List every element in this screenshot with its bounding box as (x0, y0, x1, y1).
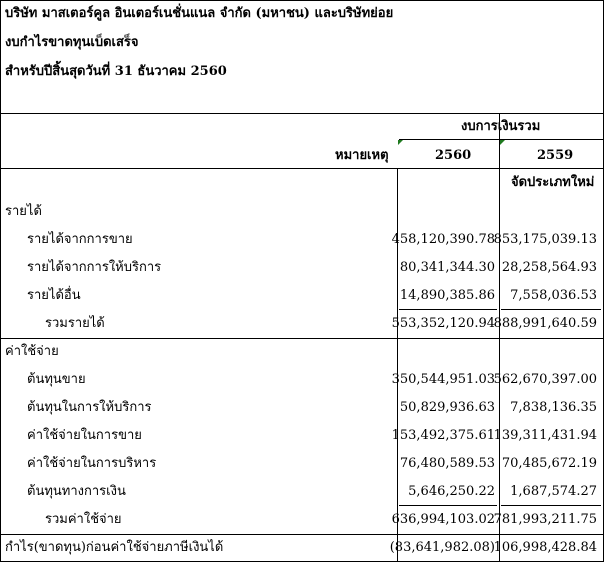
revenue-total-row (1, 314, 603, 334)
subtotal-underline (501, 505, 601, 506)
expenses-heading: ค่าใช้จ่าย (5, 344, 59, 359)
column-group-header: งบการเงินรวม (461, 119, 541, 134)
company-name: บริษัท มาสเตอร์คูล อินเตอร์เนชั่นแนล จำกัด (มหาชน) และบริษัทย่อย (5, 6, 394, 21)
profit-2559: 106,998,428.84 (493, 540, 597, 555)
year-2560-header: 2560 (435, 148, 472, 163)
revenue-total-2559: 888,991,640.59 (493, 316, 597, 331)
value-2559: 853,175,039.13 (493, 232, 597, 247)
line-item-label: รายได้อื่น (27, 288, 81, 303)
section-divider (1, 338, 603, 339)
table-row (1, 230, 603, 250)
section-divider (1, 534, 603, 535)
value-2559: 7,838,136.35 (510, 400, 597, 415)
cell-comment-marker (398, 140, 403, 145)
column-header-divider (1, 168, 603, 169)
year-2559-header: 2559 (537, 148, 574, 163)
value-2559: 1,687,574.27 (510, 484, 597, 499)
value-2560: 76,480,589.53 (399, 456, 495, 471)
expenses-total-2560: 636,994,103.02 (391, 512, 495, 527)
value-2560: 350,544,951.03 (391, 372, 495, 387)
note-column-header: หมายเหตุ (335, 148, 389, 163)
value-2559: 7,558,036.53 (510, 288, 597, 303)
expenses-heading-row (1, 342, 603, 362)
line-item-label: ค่าใช้จ่ายในการขาย (27, 428, 142, 443)
subtotal-underline (399, 309, 497, 310)
subtotal-underline (399, 505, 497, 506)
expenses-total-label: รวมค่าใช้จ่าย (45, 512, 122, 527)
revenue-heading-row (1, 202, 603, 222)
value-2559: 70,485,672.19 (501, 456, 597, 471)
line-item-label: ค่าใช้จ่ายในการบริหาร (27, 456, 157, 471)
value-2560: 5,646,250.22 (408, 484, 495, 499)
reclass-label: จัดประเภทใหม่ (511, 175, 595, 190)
statement-period: สำหรับปีสิ้นสุดวันที่ 31 ธันวาคม 2560 (5, 64, 227, 79)
column-group-row (1, 117, 603, 137)
value-2560: 50,829,936.63 (399, 400, 495, 415)
expenses-total-2559: 781,993,211.75 (493, 512, 597, 527)
table-row (1, 398, 603, 418)
profit-row (1, 538, 603, 558)
reclass-row (1, 173, 603, 193)
cell-comment-marker (500, 140, 505, 145)
line-item-label: ต้นทุนขาย (27, 372, 86, 387)
value-2559: 562,670,397.00 (493, 372, 597, 387)
value-2559: 28,258,564.93 (501, 260, 597, 275)
line-item-label: ต้นทุนทางการเงิน (27, 484, 126, 499)
statement-title: งบกำไรขาดทุนเบ็ดเสร็จ (5, 35, 139, 50)
column-separator (499, 114, 500, 561)
column-separator (397, 169, 398, 561)
value-2560: 153,492,375.61 (391, 428, 495, 443)
revenue-total-label: รวมรายได้ (45, 316, 105, 331)
table-row (1, 258, 603, 278)
expenses-total-row (1, 510, 603, 530)
value-2560: 458,120,390.78 (391, 232, 495, 247)
revenue-total-2560: 553,352,120.94 (391, 316, 495, 331)
value-2559: 139,311,431.94 (493, 428, 597, 443)
value-2560: 80,341,344.30 (399, 260, 495, 275)
line-item-label: ต้นทุนในการให้บริการ (27, 400, 152, 415)
table-row (1, 454, 603, 474)
column-header-row (1, 146, 603, 166)
table-row (1, 426, 603, 446)
line-item-label: รายได้จากการให้บริการ (27, 260, 162, 275)
table-row (1, 482, 603, 502)
profit-2560: (83,641,982.08) (389, 540, 495, 555)
subtotal-underline (501, 309, 601, 310)
table-row (1, 286, 603, 306)
revenue-heading: รายได้ (5, 204, 42, 219)
header-divider (1, 113, 603, 114)
table-row (1, 370, 603, 390)
value-2560: 14,890,385.86 (399, 288, 495, 303)
line-item-label: รายได้จากการขาย (27, 232, 133, 247)
profit-label: กำไร(ขาดทุน)ก่อนค่าใช้จ่ายภาษีเงินได้ (5, 540, 224, 555)
